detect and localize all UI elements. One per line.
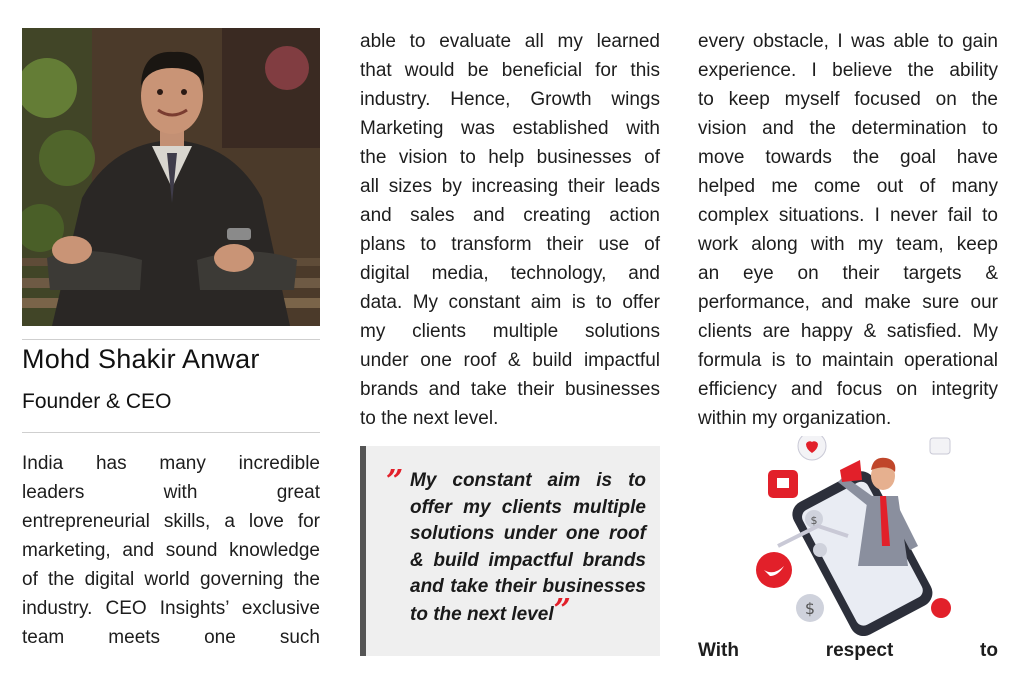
- text-line: India has many incredible: [22, 453, 320, 474]
- text-line: team meets one such: [22, 627, 320, 648]
- text-line: my clients multiple solutions: [360, 321, 660, 342]
- text-line: efficiency and focus on integrity: [698, 379, 998, 400]
- founder-photo: [22, 28, 320, 326]
- text-line: the vision to help businesses of: [360, 147, 660, 168]
- svg-text:$: $: [804, 599, 816, 618]
- intro-paragraph: [22, 449, 320, 652]
- text-line: industry. Hence, Growth wings: [360, 89, 660, 110]
- body-paragraph-continued: [698, 636, 998, 665]
- svg-text:$: $: [810, 514, 818, 527]
- text-line: an eye on their targets &: [698, 263, 998, 284]
- text-line: that would be beneficial for this: [360, 60, 660, 81]
- quote-line-last: [410, 592, 646, 629]
- text-line: data. My constant aim is to offer: [360, 292, 660, 313]
- quote-line: to the next level: [410, 603, 554, 625]
- quote-line: solutions under one roof: [410, 523, 646, 544]
- text-line: and sales and creating action: [360, 205, 660, 226]
- text-line: entrepreneurial skills, a love for: [22, 511, 320, 532]
- text-line: Marketing was established with: [360, 118, 660, 139]
- text-line: With respect to: [698, 640, 998, 661]
- text-line: digital media, technology, and: [360, 263, 660, 284]
- quote-line: and take their businesses: [410, 576, 646, 597]
- text-line: industry. CEO Insights’ exclusive: [22, 598, 320, 619]
- text-line: of the digital world governing the: [22, 569, 320, 590]
- text-line: helped me come out of many: [698, 176, 998, 197]
- text-line: performance, and make sure our: [698, 292, 998, 313]
- text-line: work along with my team, keep: [698, 234, 998, 255]
- text-line: marketing, and sound knowledge: [22, 540, 320, 561]
- founder-title: Founder & CEO: [22, 390, 172, 413]
- divider-bottom: [22, 432, 320, 433]
- text-line: plans to transform their use of: [360, 234, 660, 255]
- close-quote-mark: ”: [553, 592, 571, 628]
- divider-top: [22, 339, 320, 340]
- text-line: every obstacle, I was able to gain: [698, 31, 998, 52]
- text-line: leaders with great: [22, 482, 320, 503]
- text-line: clients are happy & satisfied. My: [698, 321, 998, 342]
- text-line: formula is to maintain operational: [698, 350, 998, 371]
- quote-line: offer my clients multiple: [410, 496, 646, 518]
- text-line: under one roof & build impactful: [360, 350, 660, 371]
- text-line: to the next level.: [360, 408, 499, 429]
- text-line: experience. I believe the ability: [698, 60, 998, 81]
- quote-line: & build impactful brands: [410, 549, 646, 571]
- digital-marketing-illustration-icon: [748, 436, 952, 636]
- text-line: move towards the goal have: [698, 147, 998, 168]
- pull-quote-text: [410, 468, 646, 628]
- text-line: able to evaluate all my learned: [360, 31, 660, 52]
- portrait-photo-icon: [22, 28, 320, 326]
- open-quote-mark: ”: [386, 464, 404, 499]
- pull-quote: [360, 446, 660, 656]
- text-line: all sizes by increasing their leads: [360, 176, 660, 197]
- text-line: to keep myself focused on the: [698, 89, 998, 110]
- quote-line: My constant aim is to: [410, 470, 646, 491]
- body-paragraph-middle: [360, 27, 660, 433]
- body-paragraph-right: [698, 27, 998, 433]
- text-line: within my organization.: [698, 408, 892, 429]
- founder-name: Mohd Shakir Anwar: [22, 344, 260, 374]
- text-line: vision and the determination to: [698, 118, 998, 139]
- text-line: complex situations. I never fail to: [698, 205, 998, 226]
- text-line: brands and take their businesses: [360, 379, 660, 400]
